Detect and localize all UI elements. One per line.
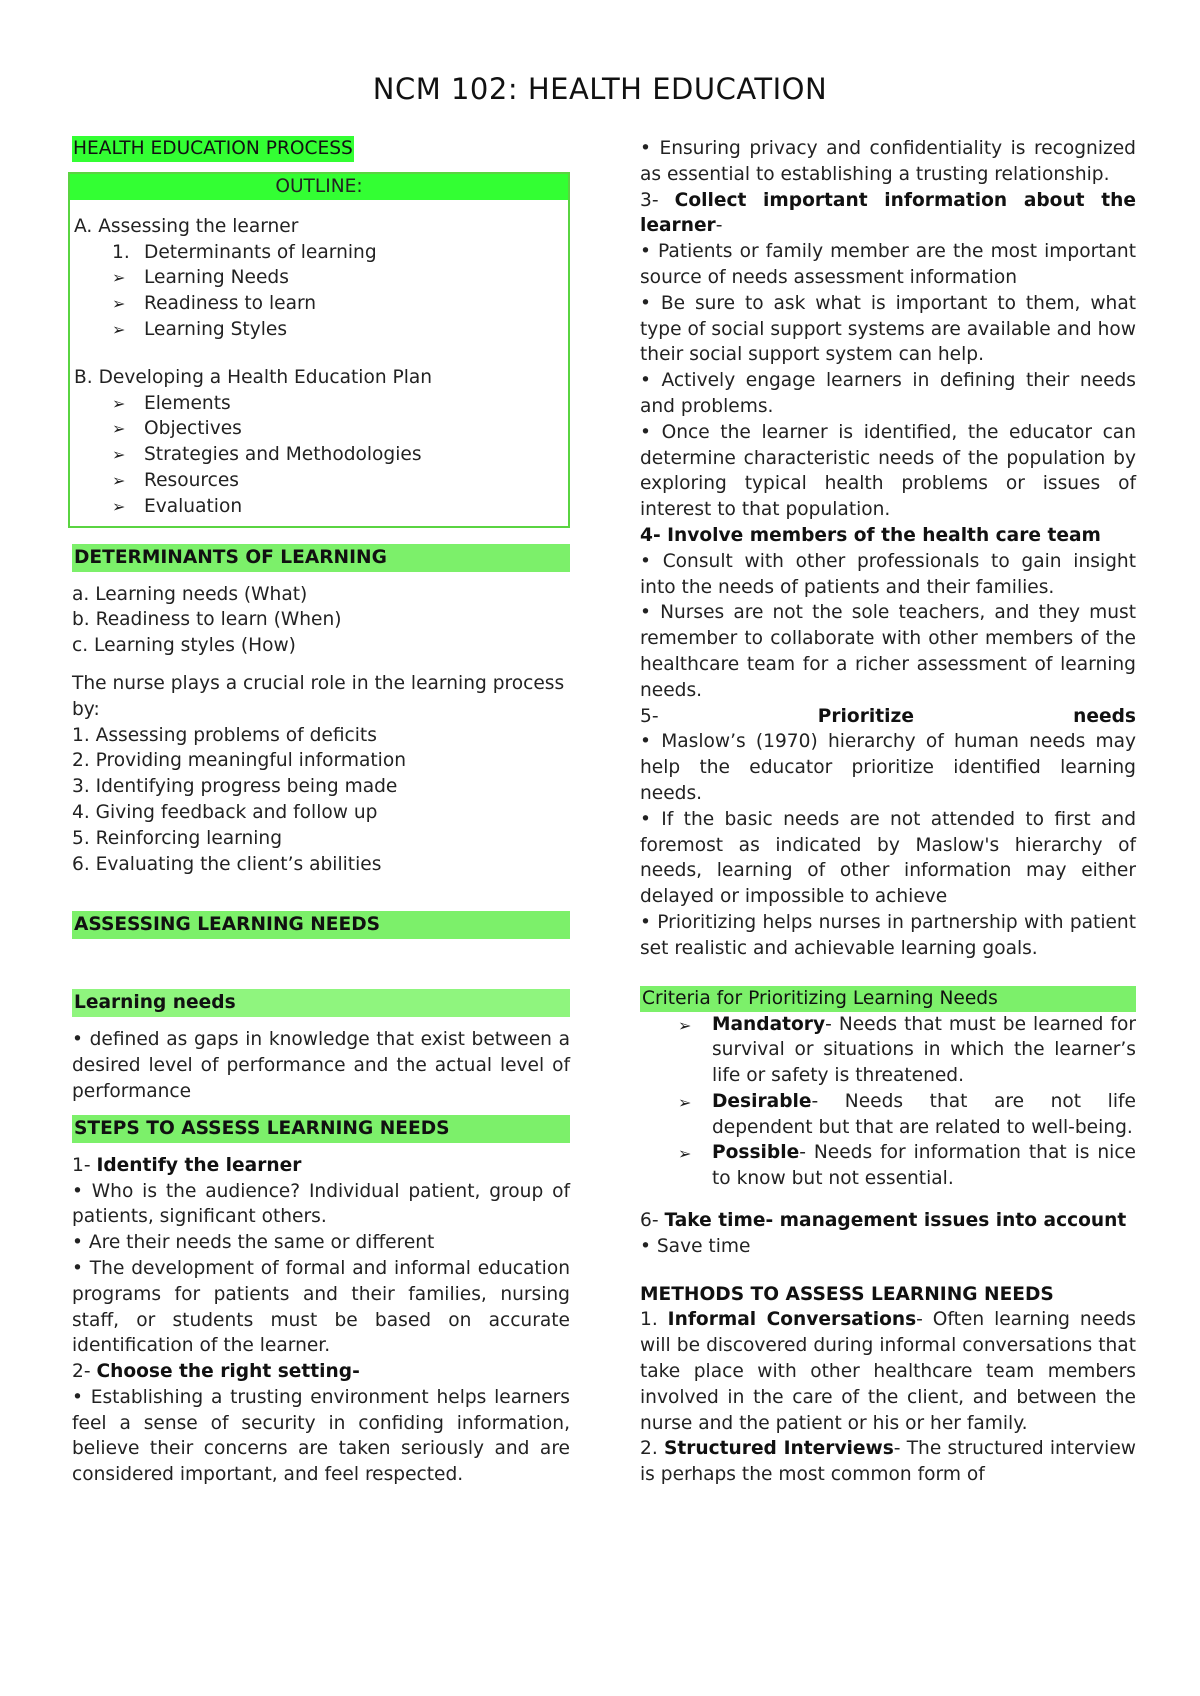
privacy-point: • Ensuring privacy and confidentiality is recognized as essential to establishing a trusting relationship. [640, 138, 1136, 185]
method-1: 1. Informal Conversations- Often learning needs will be discovered during informal conversations that take place with other healthcare team members involved in the care of the client, and between the nurse and the patient or his or her family. [640, 1309, 1136, 1434]
nurse-role-intro: The nurse plays a crucial role in the learning process by: [72, 672, 565, 720]
outline-item-1-number: 1. [112, 241, 130, 263]
step-4-title: 4- Involve members of the health care team [640, 524, 1101, 546]
learning-needs-definition: • defined as gaps in knowledge that exist between a desired level of performance and the actual level of performance [72, 1029, 570, 1102]
process-heading: HEALTH EDUCATION PROCESS [72, 136, 354, 162]
outline-item-1-label: Determinants of learning [144, 241, 377, 263]
nurse-role-item: 6. Evaluating the client’s abilities [72, 853, 382, 875]
nurse-role-item: 5. Reinforcing learning [72, 827, 283, 849]
outline-b-item: ➢ Resources [74, 468, 564, 494]
criteria-item-possible: ➢ Possible- Needs for information that is nice to know but not essential. [678, 1142, 1136, 1190]
step-4-point: • Consult with other professionals to gain insight into the needs of patients and their families. [640, 550, 1136, 598]
step-5-title: 5- Prioritize needs [640, 705, 1136, 727]
outline-a-item: ➢ Readiness to learn [74, 291, 564, 317]
outline-header: OUTLINE: [70, 174, 568, 200]
step-3-point: • Once the learner is identified, the educator can determine characteristic needs of the population by exploring typical health problems or issues of interest to that population. [640, 421, 1136, 521]
determinant-item: c. Learning styles (How) [72, 635, 296, 657]
step-1-point: • The development of formal and informal education programs for patients and their families, nursing staff, or students must be based on accurate identification of the learner. [72, 1257, 570, 1357]
steps-heading: STEPS TO ASSESS LEARNING NEEDS [72, 1115, 570, 1143]
arrow-bullet-icon: ➢ [678, 1092, 692, 1112]
outline-section-b: B. Developing a Health Education Plan [74, 366, 433, 388]
outline-b-item: ➢ Elements [74, 391, 564, 417]
assessing-heading: ASSESSING LEARNING NEEDS [72, 911, 570, 939]
step-6-point: • Save time [640, 1235, 751, 1257]
arrow-bullet-icon: ➢ [112, 319, 126, 339]
arrow-bullet-icon: ➢ [112, 470, 126, 490]
arrow-bullet-icon: ➢ [678, 1015, 692, 1035]
step-1-point: • Are their needs the same or different [72, 1232, 435, 1254]
step-2-point: • Establishing a trusting environment helps learners feel a sense of security in confiding information, believe their concerns are taken seriously and are considered important, and feel respected. [72, 1386, 570, 1486]
method-2: 2. Structured Interviews- The structured interview is perhaps the most common form of [640, 1438, 1136, 1486]
step-3-title: 3- Collect important information about the learner- [640, 189, 1136, 237]
outline-b-item: ➢ Objectives [74, 416, 564, 442]
step-5-point: • Maslow’s (1970) hierarchy of human needs may help the educator prioritize identified learning needs. [640, 731, 1136, 804]
step-5-point: • If the basic needs are not attended to first and foremost as indicated by Maslow's hierarchy of needs, learning of other information may either delayed or impossible to achieve [640, 808, 1136, 908]
arrow-bullet-icon: ➢ [678, 1144, 692, 1164]
outline-b-item: ➢ Evaluation [74, 494, 564, 520]
nurse-role-item: 2. Providing meaningful information [72, 750, 406, 772]
outline-a-item: ➢ Learning Needs [74, 265, 564, 291]
determinants-heading: DETERMINANTS OF LEARNING [72, 544, 570, 572]
outline-item-1 [74, 240, 564, 266]
step-3-point: • Patients or family member are the most important source of needs assessment information [640, 241, 1136, 288]
arrow-bullet-icon: ➢ [112, 294, 126, 314]
criteria-item-mandatory: ➢ Mandatory- Needs that must be learned for survival or situations in which the learner’s life or safety is threatened. [678, 1013, 1136, 1087]
step-5-point: • Prioritizing helps nurses in partnership with patient set realistic and achievable learning goals. [640, 911, 1136, 959]
step-3-point: • Be sure to ask what is important to them, what type of social support systems are available and how their social support system can help. [640, 292, 1136, 366]
methods-heading: METHODS TO ASSESS LEARNING NEEDS [640, 1283, 1054, 1305]
left-column [72, 136, 570, 1488]
outline-b-item: ➢ Strategies and Methodologies [74, 442, 564, 468]
step-2-title: 2- Choose the right setting- [72, 1361, 360, 1383]
step-4-point: • Nurses are not the sole teachers, and they must remember to collaborate with other members of the healthcare team for a richer assessment of learning needs. [640, 602, 1136, 701]
arrow-bullet-icon: ➢ [112, 393, 126, 413]
document-title: NCM 102: HEALTH EDUCATION [372, 72, 828, 106]
nurse-role-item: 3. Identifying progress being made [72, 776, 398, 798]
determinant-item: a. Learning needs (What) [72, 583, 308, 605]
criteria-heading: Criteria for Prioritizing Learning Needs [640, 986, 1136, 1012]
arrow-bullet-icon: ➢ [112, 445, 126, 465]
arrow-bullet-icon: ➢ [112, 496, 126, 516]
outline-a-item: ➢ Learning Styles [74, 317, 564, 343]
learning-needs-heading: Learning needs [72, 989, 570, 1017]
step-6-title: 6- Take time- management issues into account [640, 1210, 1127, 1232]
step-1-title: 1- Identify the learner [72, 1154, 302, 1176]
determinant-item: b. Readiness to learn (When) [72, 609, 342, 631]
nurse-role-item: 1. Assessing problems of deficits [72, 724, 377, 746]
step-3-point: • Actively engage learners in defining their needs and problems. [640, 370, 1136, 417]
criteria-item-desirable: ➢ Desirable- Needs that are not life dependent but that are related to well-being. [678, 1090, 1136, 1138]
right-column [640, 136, 1136, 1488]
arrow-bullet-icon: ➢ [112, 419, 126, 439]
step-1-point: • Who is the audience? Individual patient, group of patients, significant others. [72, 1180, 570, 1228]
nurse-role-item: 4. Giving feedback and follow up [72, 801, 378, 823]
outline-section-a: A. Assessing the learner [74, 215, 299, 237]
arrow-bullet-icon: ➢ [112, 268, 126, 288]
outline-box [68, 172, 570, 528]
